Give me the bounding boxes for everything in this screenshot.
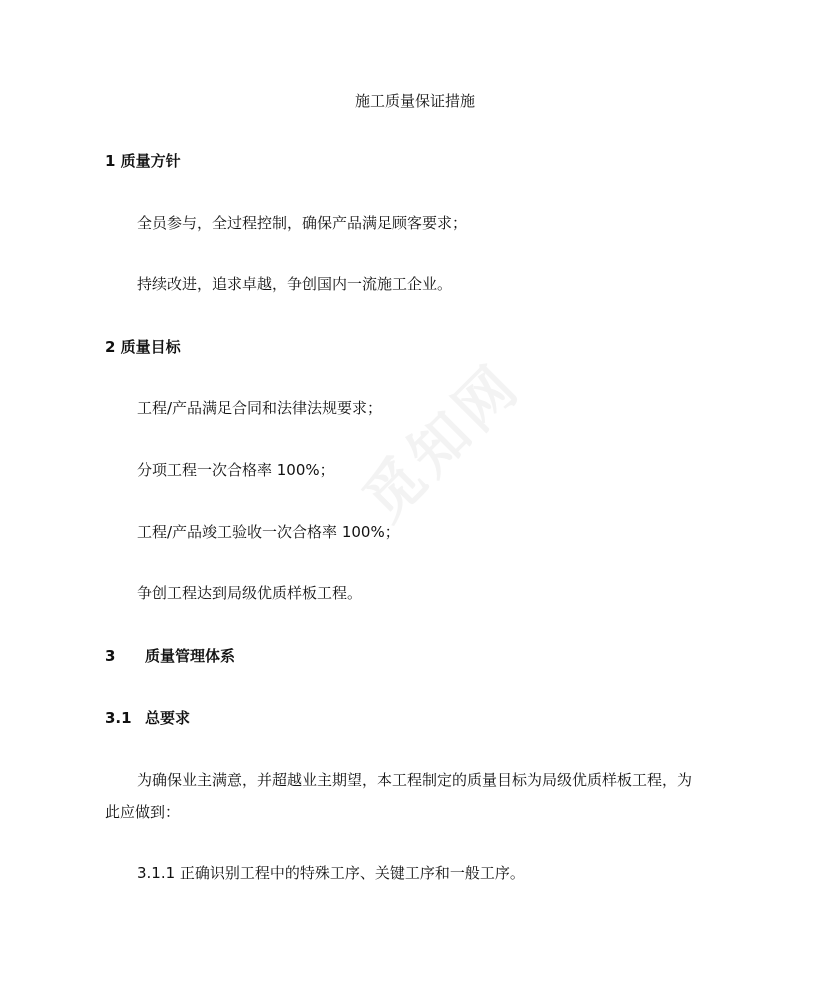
watermark: 觅知网 <box>350 350 534 534</box>
item-3-1-1: 3.1.1 正确识别工程中的特殊工序、关键工序和一般工序。 <box>137 864 525 882</box>
section-3-1-heading <box>105 708 191 728</box>
section-3-1-title: 总要求 <box>145 709 191 727</box>
section-3-1-number: 3.1 <box>105 709 132 727</box>
goal-line-2: 分项工程一次合格率 100%； <box>137 461 335 479</box>
goal-line-1: 工程/产品满足合同和法律法规要求； <box>137 399 383 417</box>
goal-line-4: 争创工程达到局级优质样板工程。 <box>137 584 363 602</box>
document-title: 施工质量保证措施 <box>354 92 475 110</box>
paragraph-line-1: 为确保业主满意，并超越业主期望，本工程制定的质量目标为局级优质样板工程，为 <box>137 771 693 789</box>
section-2-number: 2 <box>105 338 116 356</box>
section-3-heading <box>105 646 236 666</box>
section-2-heading <box>105 337 181 357</box>
section-1-number: 1 <box>105 152 116 170</box>
section-3-number: 3 <box>105 647 116 665</box>
policy-line-2: 持续改进，追求卓越，争创国内一流施工企业。 <box>137 275 453 293</box>
section-1-heading <box>105 151 181 171</box>
goal-line-3: 工程/产品竣工验收一次合格率 100%； <box>137 523 400 541</box>
section-1-title: 质量方针 <box>120 152 181 170</box>
section-2-title: 质量目标 <box>120 338 181 356</box>
policy-line-1: 全员参与，全过程控制，确保产品满足顾客要求； <box>137 214 468 232</box>
section-3-title: 质量管理体系 <box>145 647 236 665</box>
paragraph-line-2: 此应做到： <box>105 803 181 821</box>
